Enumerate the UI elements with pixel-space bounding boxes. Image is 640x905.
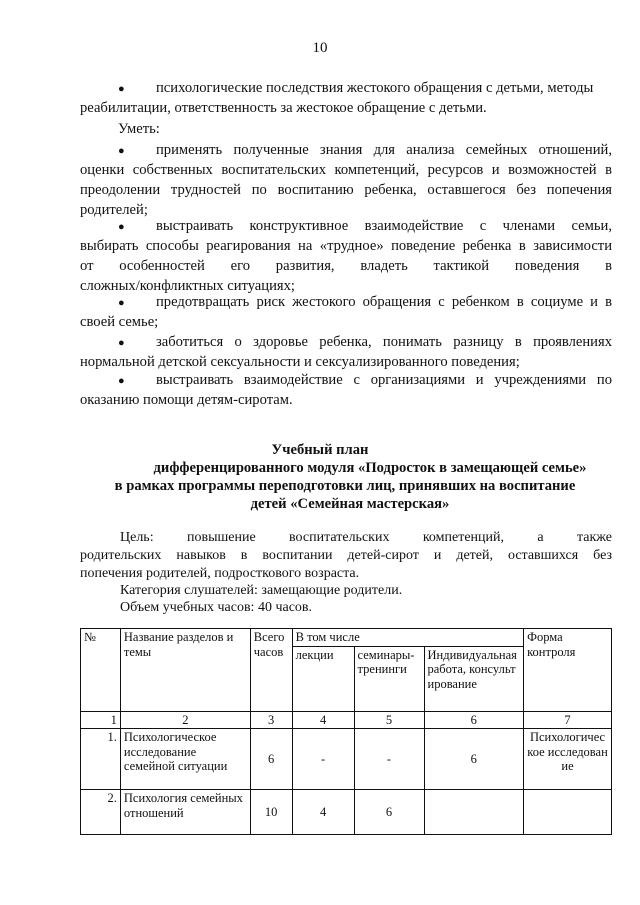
header-form: Форма контроля bbox=[524, 629, 612, 712]
header-total: Всего часов bbox=[250, 629, 292, 712]
bullet-text-line: выбирать способы реагирования на «трудное» поведение ребенка в зависимости bbox=[80, 238, 612, 254]
index-cell: 6 bbox=[424, 711, 524, 729]
page-number: 10 bbox=[312, 40, 328, 56]
row-lectures: 4 bbox=[292, 790, 354, 835]
bullet-icon: ● bbox=[118, 337, 125, 349]
bullet-icon: ● bbox=[118, 83, 125, 95]
goal-line: родительских навыков в воспитании детей-сирот и детей, оставшихся без bbox=[80, 548, 612, 563]
table-header-row bbox=[81, 629, 612, 647]
bullet-icon: ● bbox=[118, 297, 125, 309]
index-cell: 2 bbox=[120, 711, 250, 729]
table-index-row bbox=[81, 711, 612, 729]
curriculum-table bbox=[80, 628, 612, 835]
row-form bbox=[524, 790, 612, 835]
bullet-text-line: психологические последствия жестокого обращения с детьми, методы bbox=[156, 80, 594, 96]
row-lectures: - bbox=[292, 729, 354, 790]
row-name: Психологическое исследование семейной ситуации bbox=[120, 729, 250, 790]
bullet-text-line: сложных/конфликтных ситуациях; bbox=[80, 278, 295, 294]
row-form: Психологическое исследование bbox=[524, 729, 612, 790]
listener-category: Категория слушателей: замещающие родители. bbox=[120, 583, 403, 598]
table-row bbox=[81, 729, 612, 790]
heading-line: в рамках программы переподготовки лиц, принявших на воспитание bbox=[114, 478, 576, 494]
goal-line: Цель: повышение воспитательских компетенций, а также bbox=[120, 530, 612, 545]
row-seminars: 6 bbox=[354, 790, 424, 835]
row-total: 10 bbox=[250, 790, 292, 835]
heading-line: дифференцированного модуля «Подросток в замещающей семье» bbox=[153, 460, 587, 476]
index-cell: 4 bbox=[292, 711, 354, 729]
bullet-icon: ● bbox=[118, 145, 125, 157]
row-total: 6 bbox=[250, 729, 292, 790]
bullet-text-line: нормальной детской сексуальности и сексуализированного поведения; bbox=[80, 354, 520, 370]
bullet-text-line: от особенностей его развития, владеть тактикой поведения в bbox=[80, 258, 612, 274]
header-group: В том числе bbox=[292, 629, 523, 647]
header-individual: Индивидуальная работа, консультирование bbox=[424, 646, 524, 711]
bullet-text-line: предотвращать риск жестокого обращения с ребенком в социуме и в bbox=[156, 294, 612, 310]
bullet-text-line: выстраивать взаимодействие с организациями и учреждениями по bbox=[156, 372, 612, 388]
row-name: Психология семейных отношений bbox=[120, 790, 250, 835]
bullet-text-line: заботиться о здоровье ребенка, понимать разницу в проявлениях bbox=[156, 334, 612, 350]
bullet-text-line: родителей; bbox=[80, 202, 148, 218]
goal-line: попечения родителей, подросткового возраста. bbox=[80, 566, 360, 581]
heading-line: Учебный план bbox=[271, 442, 369, 458]
table-row bbox=[81, 790, 612, 835]
row-num: 2. bbox=[81, 790, 121, 835]
bullet-text-line: оказанию помощи детям-сиротам. bbox=[80, 392, 293, 408]
header-name: Название разделов и темы bbox=[120, 629, 250, 712]
bullet-text-line: применять полученные знания для анализа семейных отношений, bbox=[156, 142, 612, 158]
index-cell: 3 bbox=[250, 711, 292, 729]
umet-label: Уметь: bbox=[118, 121, 160, 137]
index-cell: 7 bbox=[524, 711, 612, 729]
row-individual: 6 bbox=[424, 729, 524, 790]
row-seminars: - bbox=[354, 729, 424, 790]
bullet-text-line: преодолении трудностей по воспитанию ребенка, оставшегося без попечения bbox=[80, 182, 612, 198]
header-num: № bbox=[81, 629, 121, 712]
bullet-text-line: оценки собственных воспитательских компетенций, ресурсов и возможностей в bbox=[80, 162, 612, 178]
bullet-icon: ● bbox=[118, 221, 125, 233]
study-hours: Объем учебных часов: 40 часов. bbox=[120, 600, 313, 615]
heading-line: детей «Семейная мастерская» bbox=[250, 496, 450, 512]
header-seminars: семинары-тренинги bbox=[354, 646, 424, 711]
bullet-text-line: своей семье; bbox=[80, 314, 159, 330]
index-cell: 5 bbox=[354, 711, 424, 729]
header-lectures: лекции bbox=[292, 646, 354, 711]
index-cell: 1 bbox=[81, 711, 121, 729]
bullet-icon: ● bbox=[118, 375, 125, 387]
bullet-text-line: реабилитации, ответственность за жестокое обращение с детьми. bbox=[80, 100, 487, 116]
row-individual bbox=[424, 790, 524, 835]
bullet-text-line: выстраивать конструктивное взаимодействие с членами семьи, bbox=[156, 218, 612, 234]
row-num: 1. bbox=[81, 729, 121, 790]
